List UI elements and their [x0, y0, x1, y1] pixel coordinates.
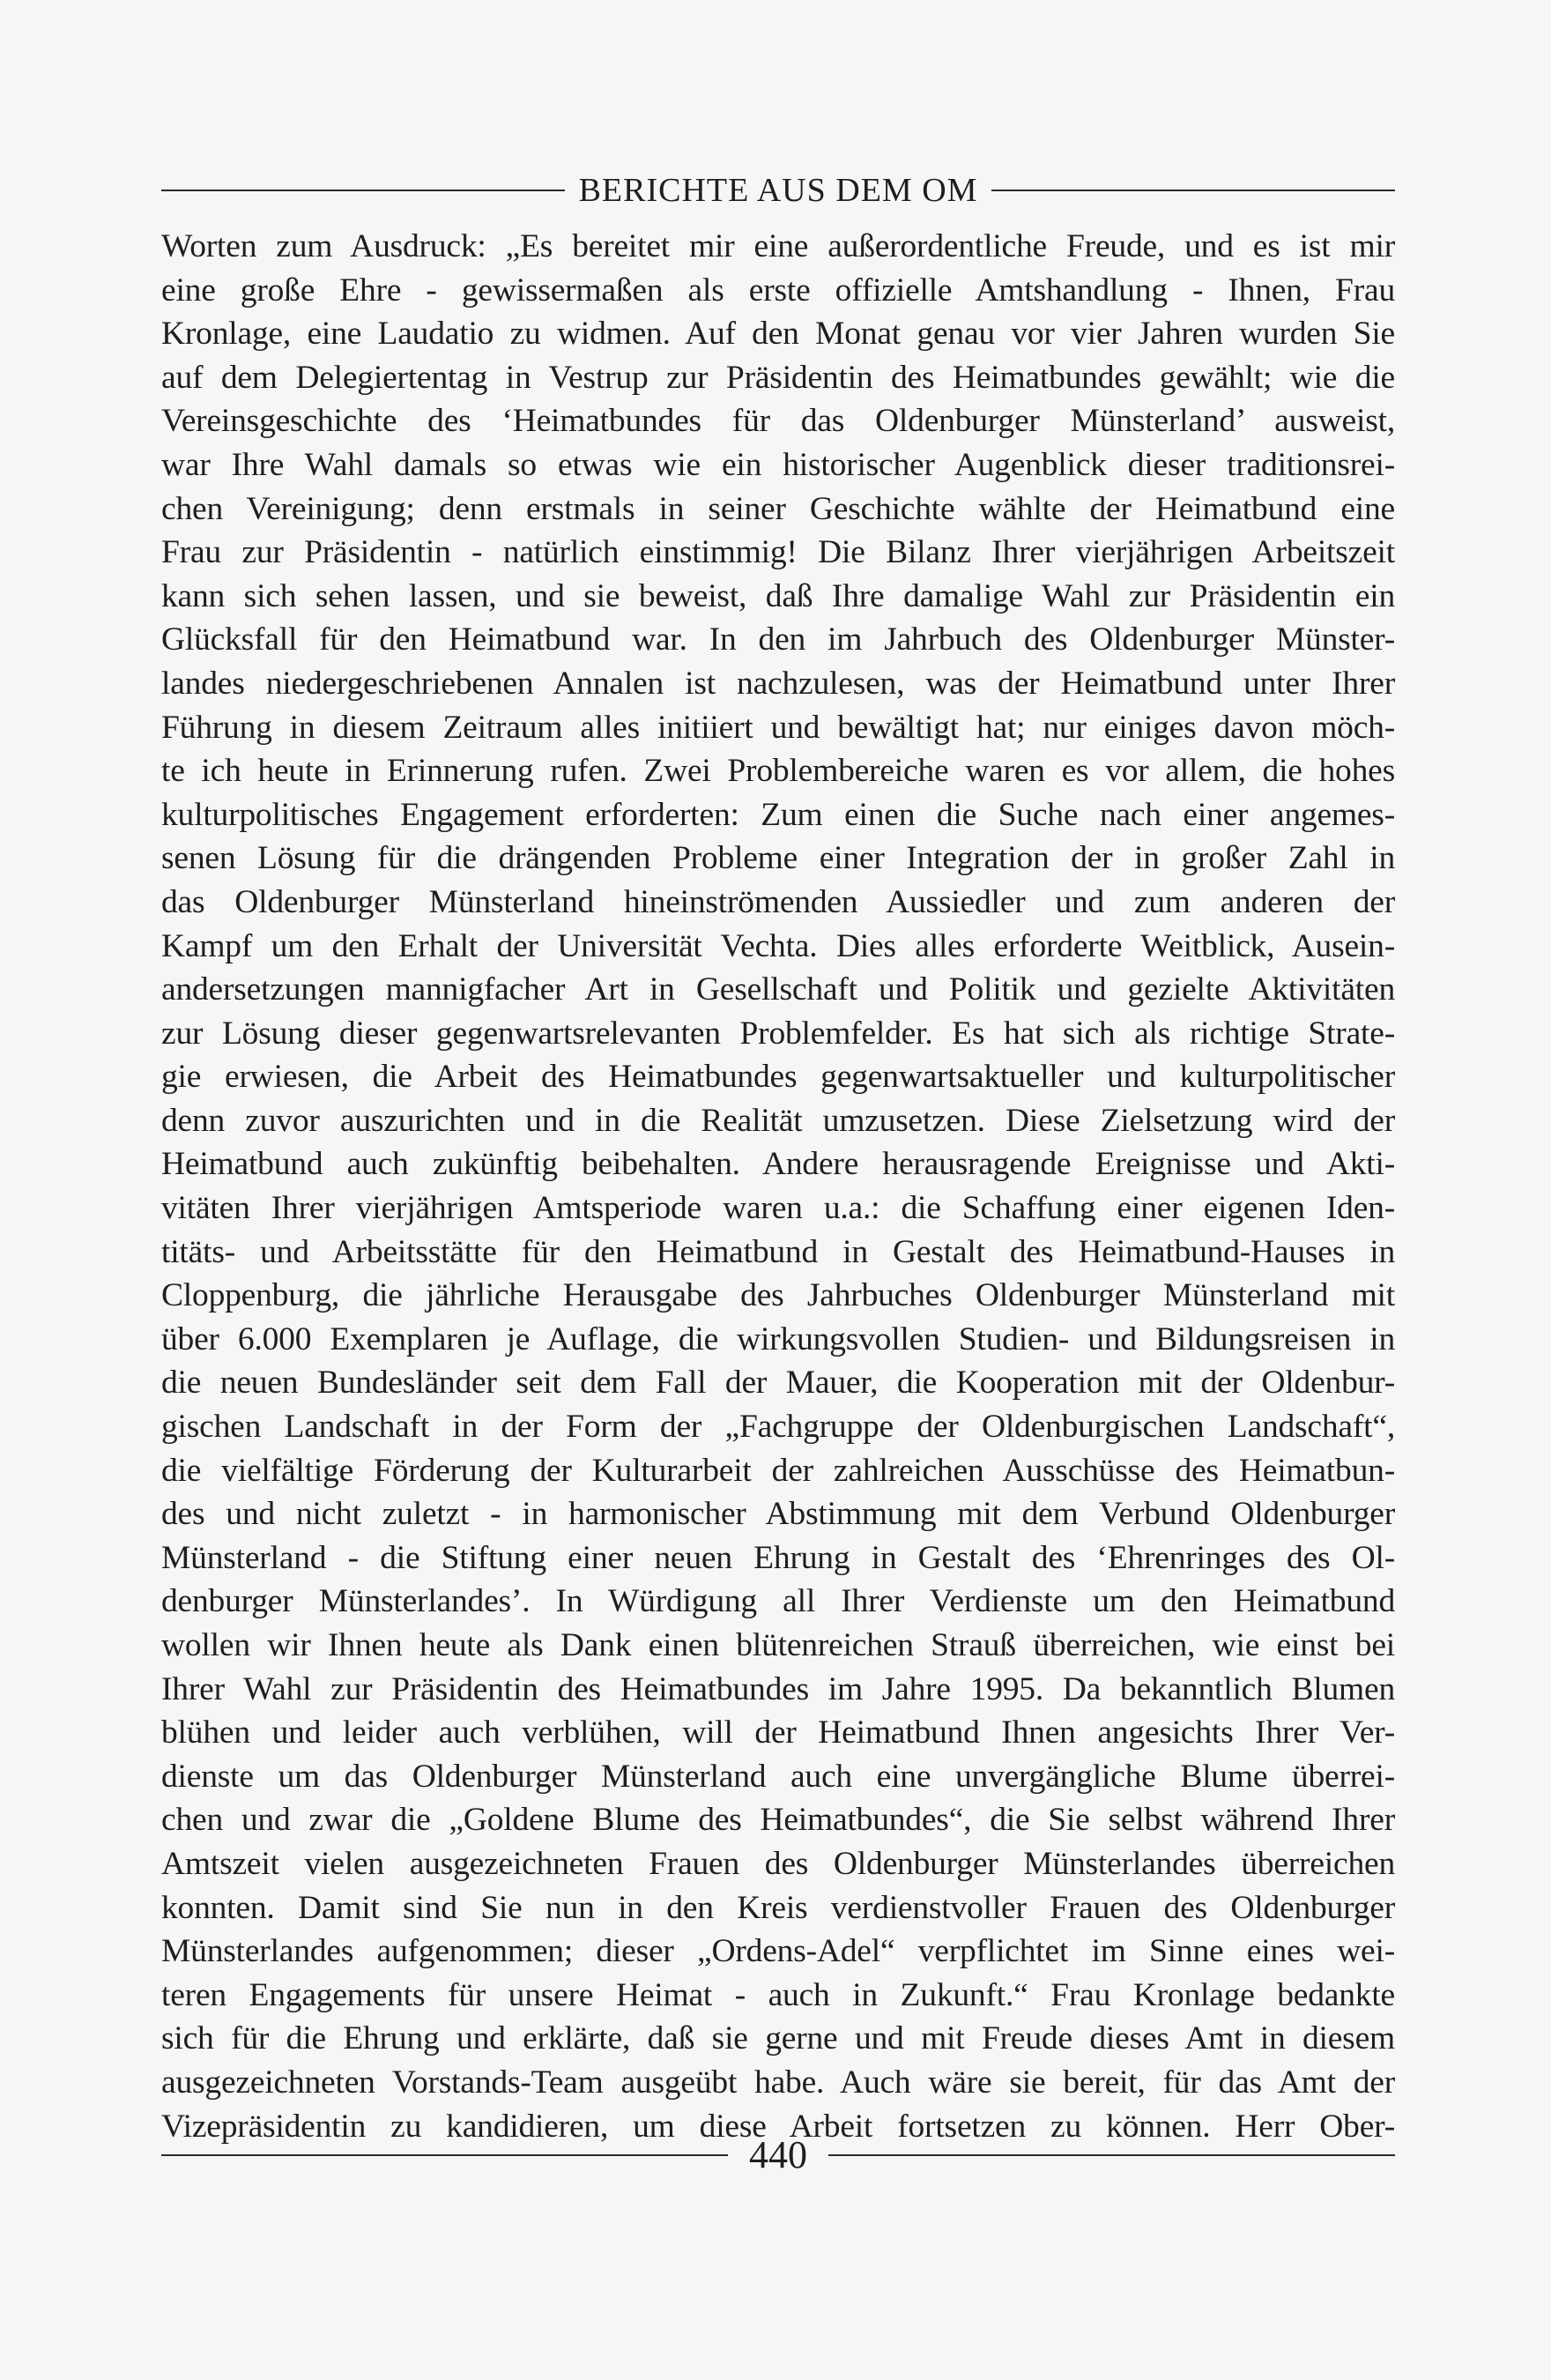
text-line: Amtszeit vielen ausgezeichneten Frauen des Oldenburger Münsterlandes überreichen — [161, 1845, 1395, 1882]
text-line: gischen Landschaft in der Form der „Fachgruppe der Oldenburgischen Landschaft“, — [161, 1409, 1395, 1446]
text-line: über 6.000 Exemplaren je Auflage, die wirkungsvollen Studien- und Bildungsreisen in — [161, 1320, 1395, 1357]
text-line: teren Engagements für unsere Heimat - auch in Zukunft.“ Frau Kronlage bedankte — [161, 1976, 1395, 2013]
text-line: die vielfältige Förderung der Kulturarbeit der zahlreichen Ausschüsse des Heimatbun- — [161, 1452, 1395, 1489]
body-paragraph — [161, 225, 1395, 2148]
text-line: Münsterlandes aufgenommen; dieser „Ordens-Adel“ verpflichtet im Sinne eines wei- — [161, 1933, 1395, 1970]
text-line: te ich heute in Erinnerung rufen. Zwei Problembereiche waren es vor allem, die hohes — [161, 753, 1395, 790]
page-number: 440 — [749, 2133, 807, 2176]
text-line: chen Vereinigung; denn erstmals in seiner Geschichte wählte der Heimatbund eine — [161, 490, 1395, 527]
running-header — [161, 173, 1395, 208]
text-line: blühen und leider auch verblühen, will der Heimatbund Ihnen angesichts Ihrer Ver- — [161, 1714, 1395, 1752]
text-line: Worten zum Ausdruck: „Es bereitet mir eine außerordentliche Freude, und es ist mir — [161, 228, 1395, 264]
text-line: Kronlage, eine Laudatio zu widmen. Auf den Monat genau vor vier Jahren wurden Sie — [161, 316, 1395, 353]
text-line: denn zuvor auszurichten und in die Realität umzusetzen. Diese Zielsetzung wird der — [161, 1102, 1395, 1139]
text-line: konnten. Damit sind Sie nun in den Kreis verdienstvoller Frauen des Oldenburger — [161, 1889, 1395, 1926]
text-line: kulturpolitisches Engagement erforderten: Zum einen die Suche nach einer angemes- — [161, 796, 1395, 833]
text-line: Heimatbund auch zukünftig beibehalten. Andere herausragende Ereignisse und Akti- — [161, 1146, 1395, 1183]
text-line: zur Lösung dieser gegenwartsrelevanten Problemfelder. Es hat sich als richtige Strate- — [161, 1015, 1395, 1052]
text-line: sich für die Ehrung und erklärte, daß sie gerne und mit Freude dieses Amt in diesem — [161, 2020, 1395, 2057]
text-line: Frau zur Präsidentin - natürlich einstimmig! Die Bilanz Ihrer vierjährigen Arbeitszeit — [161, 534, 1395, 571]
text-line: dienste um das Oldenburger Münsterland auch eine unvergängliche Blume überrei- — [161, 1758, 1395, 1795]
text-line: wollen wir Ihnen heute als Dank einen blütenreichen Strauß überreichen, wie einst bei — [161, 1627, 1395, 1663]
text-line: Vizepräsidentin zu kandidieren, um diese Arbeit fortsetzen zu können. Herr Ober- — [161, 2108, 1395, 2145]
header-rule-right — [991, 190, 1395, 191]
text-line: kann sich sehen lassen, und sie beweist, daß Ihre damalige Wahl zur Präsidentin ein — [161, 577, 1395, 614]
text-line: Münsterland - die Stiftung einer neuen Ehrung in Gestalt des ‘Ehrenringes des Ol- — [161, 1539, 1395, 1576]
running-header-title: BERICHTE AUS DEM OM — [578, 172, 978, 209]
text-line: Glücksfall für den Heimatbund war. In den im Jahrbuch des Oldenburger Münster- — [161, 621, 1395, 658]
text-line: auf dem Delegiertentag in Vestrup zur Präsidentin des Heimatbundes gewählt; wie die — [161, 359, 1395, 396]
text-line: senen Lösung für die drängenden Probleme einer Integration der in großer Zahl in — [161, 840, 1395, 877]
text-line: vitäten Ihrer vierjährigen Amtsperiode waren u.a.: die Schaffung einer eigenen Iden- — [161, 1190, 1395, 1227]
footer-rule-right — [828, 2154, 1395, 2156]
text-line: eine große Ehre - gewissermaßen als erste offizielle Amtshandlung - Ihnen, Frau — [161, 271, 1395, 309]
text-line: das Oldenburger Münsterland hineinströmenden Aussiedler und zum anderen der — [161, 883, 1395, 920]
text-line: des und nicht zuletzt - in harmonischer Abstimmung mit dem Verbund Oldenburger — [161, 1496, 1395, 1533]
page-footer — [161, 2133, 1395, 2177]
text-line: landes niedergeschriebenen Annalen ist nachzulesen, was der Heimatbund unter Ihrer — [161, 665, 1395, 702]
text-line: war Ihre Wahl damals so etwas wie ein historischer Augenblick dieser traditionsrei- — [161, 446, 1395, 483]
text-line: Cloppenburg, die jährliche Herausgabe des Jahrbuches Oldenburger Münsterland mit — [161, 1277, 1395, 1314]
text-line: titäts- und Arbeitsstätte für den Heimatbund in Gestalt des Heimatbund-Hauses in — [161, 1233, 1395, 1270]
text-line: gie erwiesen, die Arbeit des Heimatbundes gegenwartsaktueller und kulturpolitischer — [161, 1059, 1395, 1096]
text-line: Führung in diesem Zeitraum alles initiiert und bewältigt hat; nur einiges davon möch- — [161, 709, 1395, 746]
text-line: die neuen Bundesländer seit dem Fall der Mauer, die Kooperation mit der Oldenbur- — [161, 1365, 1395, 1402]
text-line: Ihrer Wahl zur Präsidentin des Heimatbundes im Jahre 1995. Da bekanntlich Blumen — [161, 1670, 1395, 1707]
text-line: ausgezeichneten Vorstands-Team ausgeübt habe. Auch wäre sie bereit, für das Amt der — [161, 2064, 1395, 2101]
header-rule-left — [161, 190, 565, 191]
text-line: denburger Münsterlandes’. In Würdigung all Ihrer Verdienste um den Heimatbund — [161, 1583, 1395, 1620]
text-line: Vereinsgeschichte des ‘Heimatbundes für das Oldenburger Münsterland’ ausweist, — [161, 403, 1395, 440]
footer-rule-left — [161, 2154, 728, 2156]
text-line: andersetzungen mannigfacher Art in Gesellschaft und Politik und gezielte Aktivitäten — [161, 971, 1395, 1008]
text-line: Kampf um den Erhalt der Universität Vechta. Dies alles erforderte Weitblick, Ausein- — [161, 927, 1395, 964]
text-line: chen und zwar die „Goldene Blume des Heimatbundes“, die Sie selbst während Ihrer — [161, 1802, 1395, 1839]
